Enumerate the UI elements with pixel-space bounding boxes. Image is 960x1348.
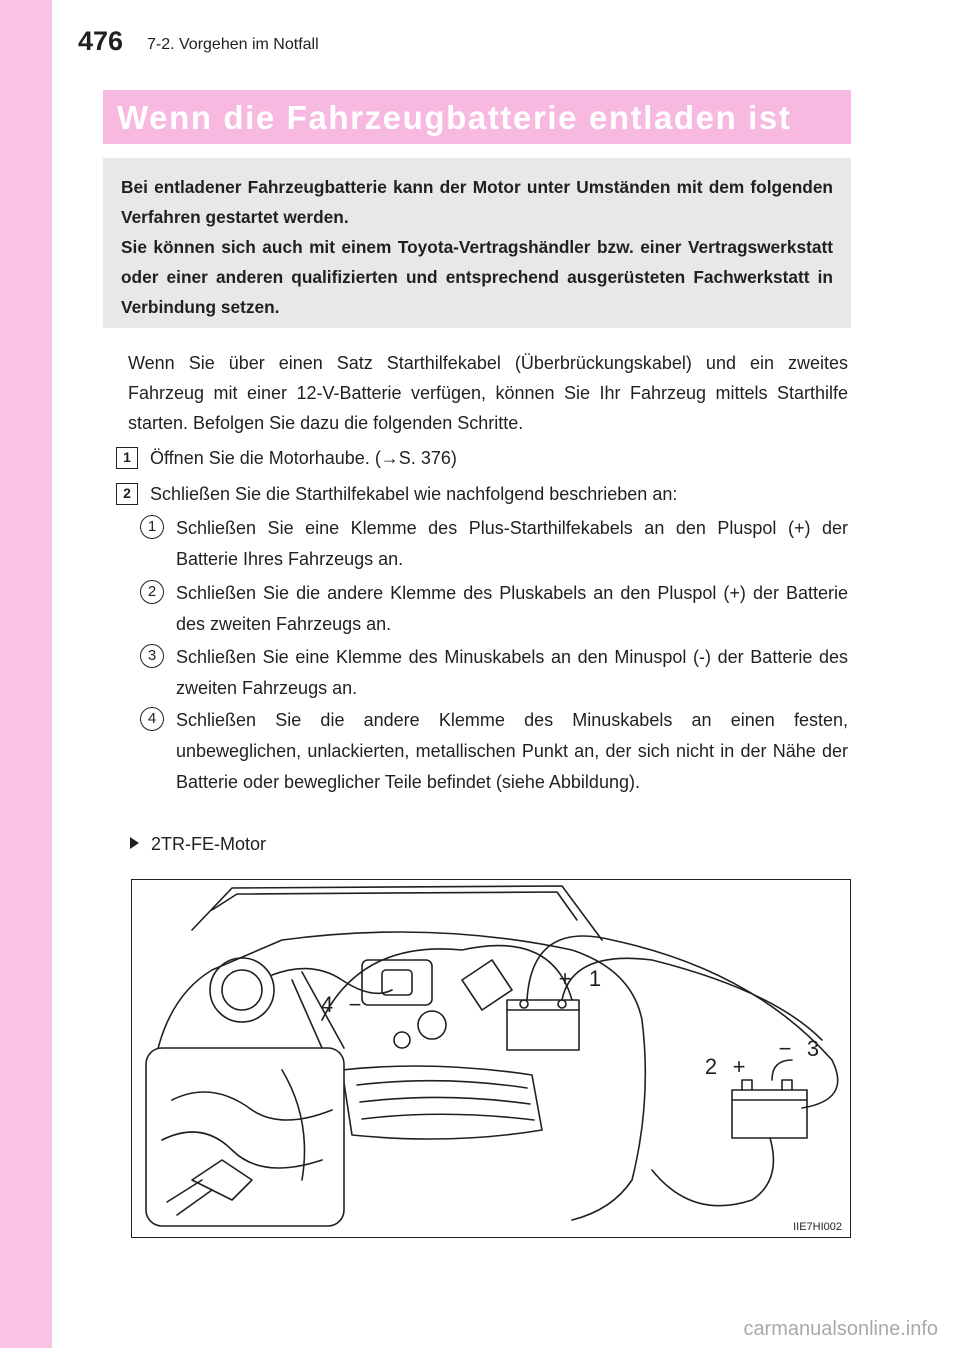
figure-label-minus-4: − [348,992,362,1017]
substep-number: 3 [140,644,164,668]
figure-code: IIE7HI002 [793,1221,842,1233]
page-number: 476 [78,26,124,56]
substep-number: 4 [140,707,164,731]
substep-text: Schließen Sie die andere Klemme des Minuskabels an einen festen, unbeweglichen, unlackierten, metallischen Punkt an, der sich nicht in der Nähe der Batterie oder beweglicher Teile befindet (siehe Abbildung). [176,710,848,792]
substep-text: Schließen Sie die andere Klemme des Pluskabels an den Pluspol (+) der Batterie des zweiten Fahrzeugs an. [176,583,848,634]
substep-3 [140,642,848,704]
figure-label-plus-1: + [558,966,572,991]
substep-number: 1 [140,515,164,539]
figure-label-plus-2: + [732,1054,746,1079]
watermark: carmanualsonline.info [743,1318,938,1340]
step-number-box: 1 [116,447,138,469]
substep-text: Schließen Sie eine Klemme des Minuskabels an den Minuspol (-) der Batterie des zweiten Fahrzeugs an. [176,647,848,698]
step-number-box: 2 [116,483,138,505]
section-title: Wenn die Fahrzeugbatterie entladen ist [117,99,792,136]
figure-label-minus-3: − [778,1036,792,1061]
engine-label: 2TR-FE-Motor [151,834,267,854]
substep-4 [140,705,848,798]
engine-variant [130,830,266,858]
substep-1 [140,513,848,575]
intro-text-1: Bei entladener Fahrzeugbatterie kann der Motor unter Umständen mit dem folgenden Verfahren gestartet werden. [121,177,833,227]
jump-start-illustration [131,879,851,1238]
breadcrumb: 7-2. Vorgehen im Notfall [147,36,319,53]
section-title-bar [103,90,851,144]
figure-label-1: 1 [588,966,602,991]
intro-text-2: Sie können sich auch mit einem Toyota-Vertragshändler bzw. einer Vertragswerkstatt oder einer anderen qualifizierten und entsprechend ausgerüsteten Fachwerkstatt in Verbindung setzen. [121,237,833,317]
intro-box [103,158,851,328]
figure-label-4: 4 [320,992,334,1017]
substep-text: Schließen Sie eine Klemme des Plus-Starthilfekabels an den Pluspol (+) der Batterie Ihres Fahrzeugs an. [176,518,848,569]
triangle-bullet-icon [130,837,139,849]
step-text: Öffnen Sie die Motorhaube. (→S. 376) [150,448,457,468]
chapter-side-strip [0,0,52,1348]
figure-label-2: 2 [704,1054,718,1079]
substep-number: 2 [140,580,164,604]
substep-2 [140,578,848,640]
step-text: Schließen Sie die Starthilfekabel wie nachfolgend beschrieben an: [150,484,678,504]
body-paragraph: Wenn Sie über einen Satz Starthilfekabel (Überbrückungskabel) und ein zweites Fahrzeug mit einer 12-V-Batterie verfügen, können Sie Ihr Fahrzeug mittels Starthilfe starten. Befolgen Sie dazu die folgenden Schritte. [128,353,848,433]
figure-label-3: 3 [806,1036,820,1061]
